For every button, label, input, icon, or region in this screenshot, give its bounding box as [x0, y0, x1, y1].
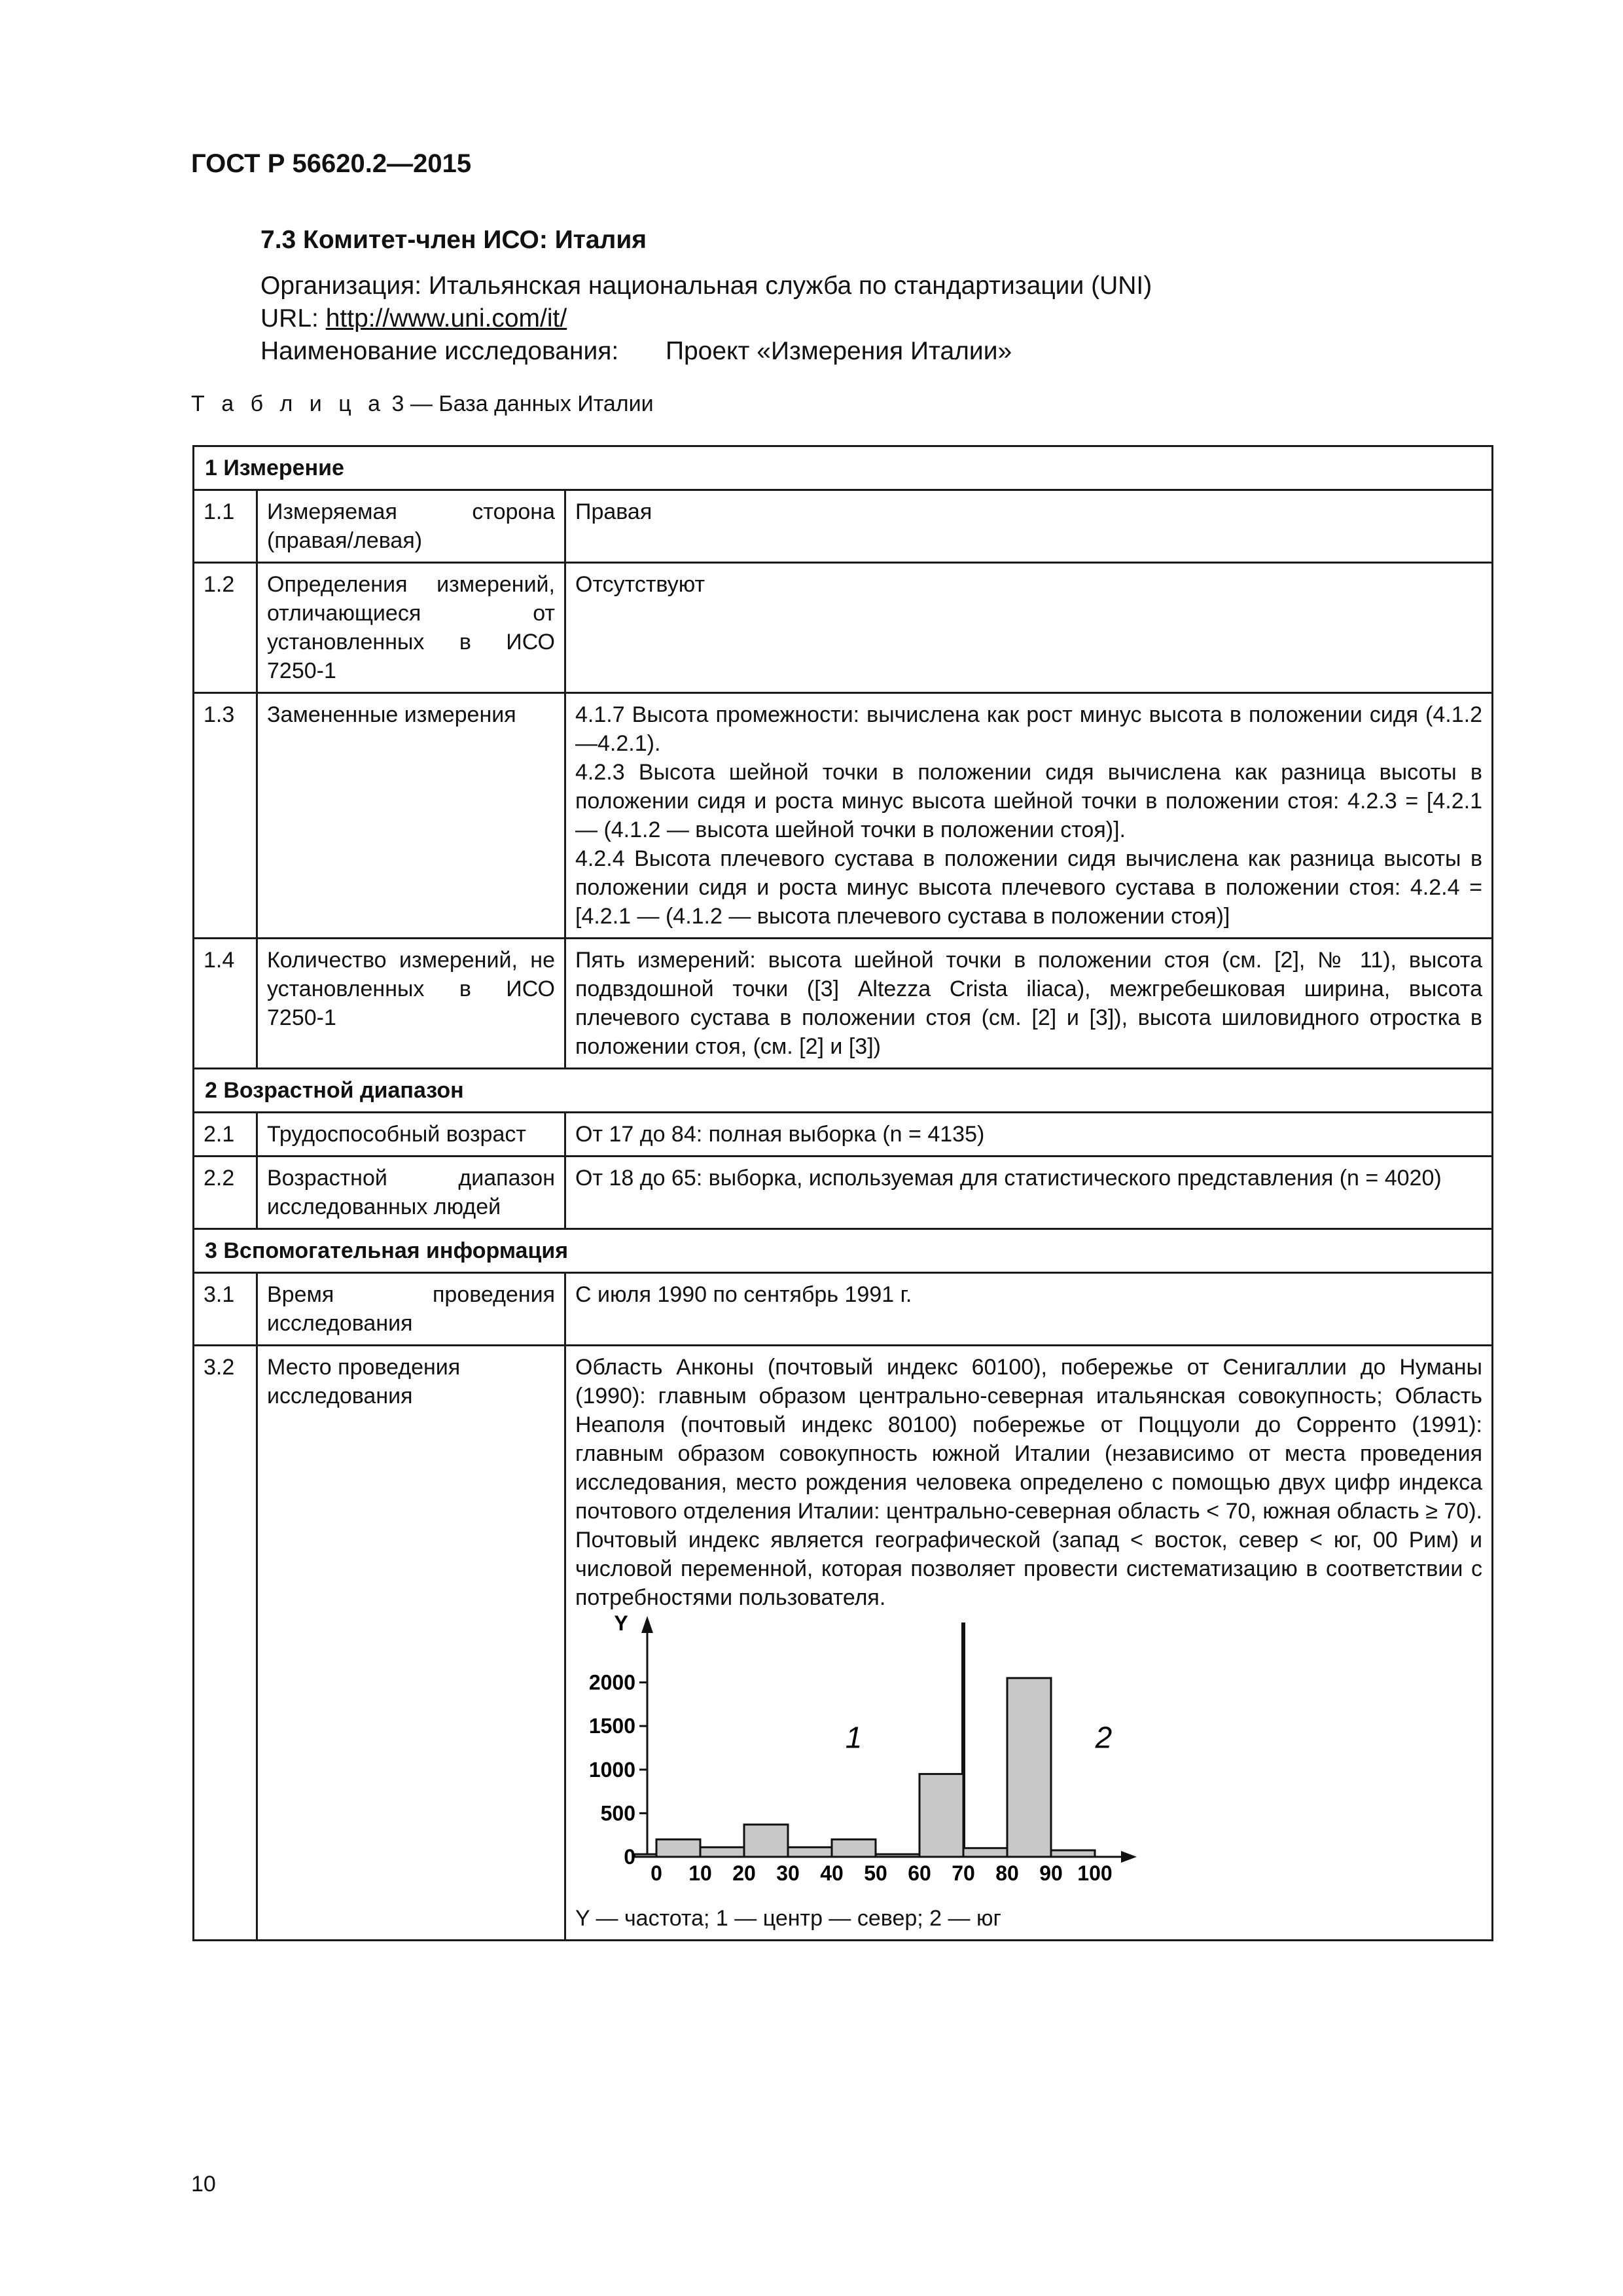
- region-label-south: 2: [1095, 1720, 1113, 1755]
- histogram-bar: [788, 1847, 832, 1857]
- y-tick-label: 500: [600, 1801, 635, 1825]
- url-label: URL:: [260, 304, 326, 332]
- chart-bars: [635, 1678, 1096, 1857]
- url-link[interactable]: http://www.uni.com/it/: [325, 304, 567, 332]
- y-tick-label: 2000: [588, 1670, 635, 1695]
- table-caption-prefix: Т а б л и ц а: [191, 391, 386, 416]
- histogram-bar: [635, 1854, 657, 1857]
- study-label: Наименование исследования:: [260, 337, 619, 365]
- x-tick-label: 10: [688, 1861, 712, 1885]
- row-label: Время проведения исследования: [257, 1273, 565, 1346]
- table-caption: [191, 391, 654, 417]
- row-label: Трудоспособный возраст: [257, 1113, 565, 1157]
- study-line: [260, 337, 1012, 366]
- italy-database-table: [192, 445, 1493, 1941]
- x-tick-label: 60: [908, 1861, 931, 1885]
- region-label-north: 1: [845, 1720, 863, 1755]
- table-row: [194, 1346, 1493, 1941]
- row-number: 2.2: [194, 1157, 257, 1229]
- x-tick-label: 20: [732, 1861, 756, 1885]
- histogram-bar: [700, 1847, 744, 1857]
- x-tick-label: 70: [952, 1861, 975, 1885]
- y-tick-label: 1000: [588, 1757, 635, 1782]
- row-value: [565, 1346, 1493, 1941]
- row-number: 1.2: [194, 563, 257, 693]
- row-value: С июля 1990 по сентябрь 1991 г.: [565, 1273, 1493, 1346]
- histogram-bar: [919, 1774, 963, 1857]
- row-number: 3.2: [194, 1346, 257, 1941]
- group-row: [194, 446, 1493, 490]
- row-value: Пять измерений: высота шейной точки в положении стоя (см. [2], № 11), высота подвздошной точки ([3] Altezza Crista iliaca), межгребешковая ширина, высота плечевого сустава в положении стоя (см. [2] и [3]), высота шиловидного отростка в положении стоя, (см. [2] и [3]): [565, 939, 1493, 1069]
- x-tick-label: 90: [1039, 1861, 1063, 1885]
- histogram-bar: [876, 1854, 919, 1857]
- document-code: ГОСТ Р 56620.2—2015: [191, 149, 472, 178]
- row-value: От 17 до 84: полная выборка (n = 4135): [565, 1113, 1493, 1157]
- histogram-bar: [656, 1839, 700, 1857]
- x-tick-label: 30: [776, 1861, 800, 1885]
- histogram-bar: [1051, 1850, 1095, 1857]
- histogram-bar: [963, 1848, 1007, 1857]
- x-tick-label: 40: [820, 1861, 844, 1885]
- histogram-bar: [832, 1839, 876, 1857]
- row-value: Отсутствуют: [565, 563, 1493, 693]
- chart-axes: [639, 1616, 1137, 1863]
- table-row: [194, 1113, 1493, 1157]
- row-number: 1.4: [194, 939, 257, 1069]
- x-axis-arrow: [1121, 1851, 1137, 1863]
- group-age-range: 2 Возрастной диапазон: [194, 1069, 1493, 1113]
- table-row: [194, 1273, 1493, 1346]
- url-line: [260, 304, 567, 333]
- group-measurement: 1 Измерение: [194, 446, 1493, 490]
- group-row: [194, 1069, 1493, 1113]
- table-row: [194, 563, 1493, 693]
- row-label: Измеряемая сторона (правая/левая): [257, 490, 565, 563]
- x-tick-label: 100: [1077, 1861, 1113, 1885]
- table-row: [194, 490, 1493, 563]
- x-tick-label: 50: [864, 1861, 887, 1885]
- row-value: Правая: [565, 490, 1493, 563]
- x-tick-label: 80: [995, 1861, 1019, 1885]
- y-tick-label: 1500: [588, 1714, 635, 1738]
- histogram-bar: [1007, 1678, 1051, 1857]
- table-row: [194, 1157, 1493, 1229]
- replaced-measure-1: 4.1.7 Высота промежности: вычислена как рост минус высота в положении сидя (4.1.2—4.2.1).: [575, 702, 1482, 756]
- histogram-bar: [744, 1825, 788, 1857]
- section-title: 7.3 Комитет-член ИСО: Италия: [260, 226, 647, 254]
- row-label: Замененные измерения: [257, 693, 565, 939]
- organization-line: Организация: Итальянская национальная служба по стандартизации (UNI): [260, 272, 1152, 300]
- row-label: Количество измерений, не установленных в ИСО 7250-1: [257, 939, 565, 1069]
- table-row: [194, 693, 1493, 939]
- page-number: 10: [191, 2172, 216, 2197]
- group-row: [194, 1229, 1493, 1273]
- x-tick-label: 0: [651, 1861, 662, 1885]
- chart-legend: Y — частота; 1 — центр — север; 2 — юг: [575, 1906, 1001, 1931]
- y-tick-label: 0: [624, 1845, 635, 1869]
- row-number: 3.1: [194, 1273, 257, 1346]
- row-number: 1.3: [194, 693, 257, 939]
- row-number: 1.1: [194, 490, 257, 563]
- group-auxiliary-info: 3 Вспомогательная информация: [194, 1229, 1493, 1273]
- table-row: [194, 939, 1493, 1069]
- row-label: Место проведения исследования: [257, 1346, 565, 1941]
- row-label: Возрастной диапазон исследованных людей: [257, 1157, 565, 1229]
- row-label: Определения измерений, отличающиеся от установленных в ИСО 7250-1: [257, 563, 565, 693]
- study-name: Проект «Измерения Италии»: [665, 337, 1012, 365]
- row-value: От 18 до 65: выборка, используемая для статистического представления (n = 4020): [565, 1157, 1493, 1229]
- table-caption-text: 3 — База данных Италии: [385, 391, 654, 416]
- location-description: Область Анконы (почтовый индекс 60100), побережье от Сенигаллии до Нуманы (1990): главным образом центрально-северная итальянская совокупность; Область Неаполя (почтовый индекс 80100) побережье от Поццуоли до Сорренто (1991): главным образом совокупность южной Италии (независимо от места проведения исследования, место рождения человека определено с помощью двух цифр индекса почтового отделения Италии: центрально-северная область < 70, южная область ≥ 70). Почтовый индекс является географической (запад < восток, север < юг, 00 Рим) и числовой переменной, которая позволяет провести систематизацию в соответствии с потребностями пользователя.: [575, 1355, 1482, 1610]
- y-axis-label: Y: [614, 1615, 628, 1635]
- postal-code-histogram: [575, 1615, 1164, 1909]
- row-number: 2.1: [194, 1113, 257, 1157]
- row-value: [565, 693, 1493, 939]
- replaced-measure-3: 4.2.4 Высота плечевого сустава в положении сидя вычислена как разница высоты в положении сидя и роста минус высота плечевого сустава в положении стоя: 4.2.4 = [4.2.1 — (4.1.2 — высота плечевого сустава в положении стоя)]: [575, 846, 1482, 929]
- replaced-measure-2: 4.2.3 Высота шейной точки в положении сидя вычислена как разница высоты в положении сидя и роста минус высота шейной точки в положении стоя: 4.2.3 = [4.2.1 — (4.1.2 — высота шейной точки в положении стоя)].: [575, 760, 1482, 842]
- y-axis-arrow: [641, 1616, 653, 1633]
